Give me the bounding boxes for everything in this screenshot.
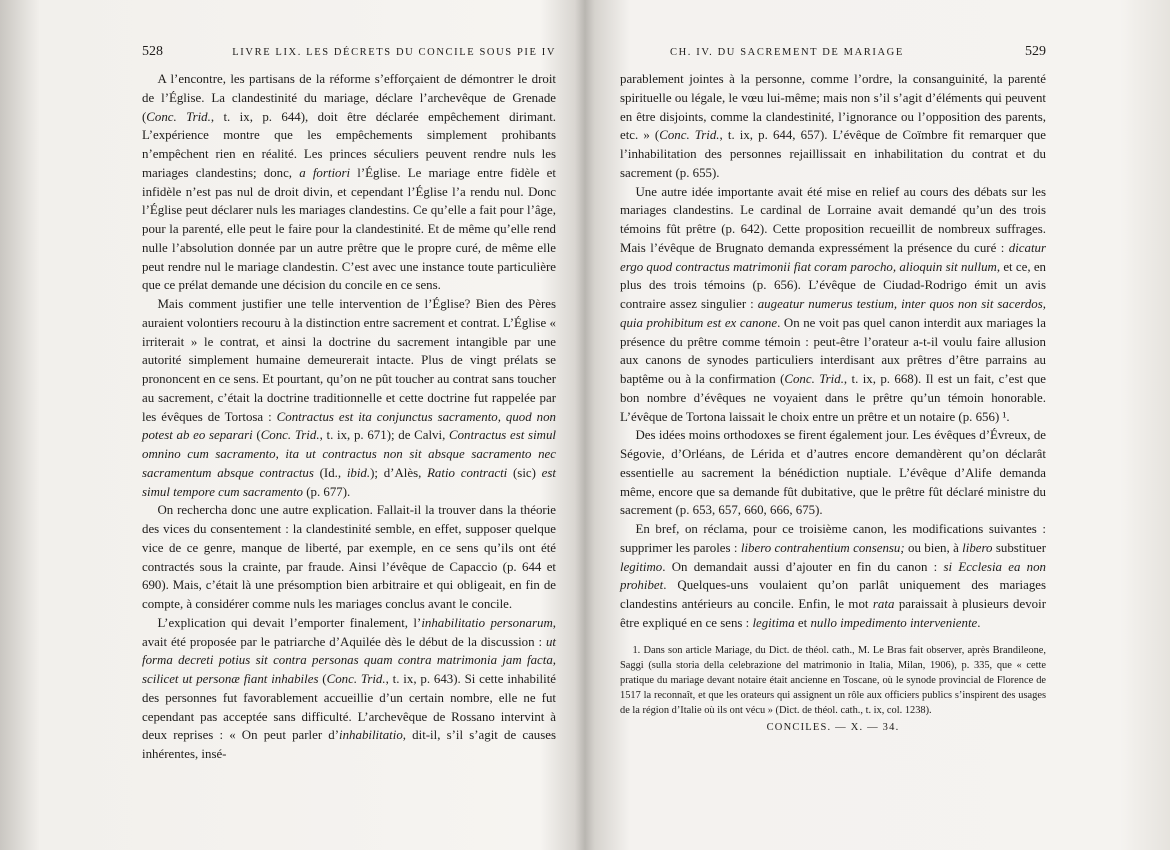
italic-run: rata xyxy=(872,597,895,611)
italic-run: Conc. Trid. xyxy=(146,109,211,124)
italic-run: Conc. Trid. xyxy=(326,672,386,686)
text-run: , M. Le Bras fait observer, après Brandileone, xyxy=(852,644,1047,656)
text-run: Mais comment justifier une telle intervention de l’Église? Bien des Pères auraient volontiers recouru à la distinction entre sacrement et contrat. L’Église « irriterait » le contrat, et ainsi la doctrine du sacrement intangible par une autorité simplement humaine demeurerait intacte. Plus de vingt prélats se prononcent en ce sens. Et pourtant, qu’on ne pût toucher au contrat sans toucher au sacrement, c’était la doctrine traditionnelle et cette doctrine fut rappelée par les évêques de Tortosa : xyxy=(142,297,556,424)
italic-run: Conc. Trid. xyxy=(659,128,720,143)
text-run: . On demandait aussi d’ajouter en fin du canon : xyxy=(662,559,944,574)
text-run: parablement jointes à la personne, comme l’ordre, la consanguinité, la parenté spirituelle ou légale, le vœu lui-même; mais non s’il s’agit d’éléments qui peuvent en être disjoints, comme la clandestinité, l’ignorance ou l’opposition des parents, etc. » ( xyxy=(620,72,1046,143)
italic-run: Contractus est simul omnino cum sacramento, ita ut contractus non sit absque sacramento nec sacramentum absque contractus xyxy=(142,428,556,480)
text-run: et xyxy=(794,615,811,630)
italic-run: Ratio contracti xyxy=(427,465,508,480)
text-run: On rechercha donc une autre explication. Fallait-il la trouver dans la théorie des vices du consentement : la clandestinité semble, en effet, supposer quelque vice de ce genre, manque de liberté, par exemple, en ce sens qu’ils ont été contractés sous la crainte, par fraude. Ainsi l’évêque de Capaccio (p. 644 et 690). Mais, c’était là une présomption bien arbitraire et qui obligeait, en fin de compte, à considérer comme nuls les mariages conclus avant le concile. xyxy=(142,503,556,611)
italic-run: libero xyxy=(962,540,993,555)
left-page xyxy=(142,44,556,764)
paragraph xyxy=(142,295,556,501)
left-running-head: LIVRE LIX. LES DÉCRETS DU CONCILE SOUS PIE IV xyxy=(232,47,556,58)
text-run: , t. ix, p. 644, 657). L’évêque de Coïmbre fit remarquer que l’inhabilitation des personnes rejaillissait en inhabilitation du contrat et du sacrement (p. 655). xyxy=(620,128,1046,180)
text-run: , t. ix, col. 1238). xyxy=(860,705,932,717)
paragraph xyxy=(142,70,556,295)
text-run: En bref, on réclama, pour ce troisième canon, les modifications suivantes : supprimer les paroles : xyxy=(620,522,1046,555)
text-run: substituer xyxy=(992,540,1046,555)
text-run: , t. ix, p. 668). Il est un fait, c’est que bon nombre d’évêques ne voyaient dans le prêtre qu’un témoin honorable. L’évêque de Tortona laissait le choix entre un prêtre et un notaire (p. 656) ¹. xyxy=(620,372,1046,424)
left-page-text xyxy=(142,70,556,764)
right-page-number: 529 xyxy=(1025,44,1046,59)
italic-run: libero contrahentium consensu; xyxy=(740,540,905,555)
right-page-header xyxy=(620,44,1046,70)
italic-run: Dict. de théol. cath. xyxy=(768,644,853,656)
italic-run: Contractus est ita conjunctus sacramento, quod non potest ab eo separari xyxy=(142,409,556,443)
italic-run: ut forma decreti potius sit contra personas quam contra matrimonia jam facta, scilicet ut personæ fiant inhabiles xyxy=(142,634,556,686)
right-page xyxy=(620,44,1046,733)
text-run: , Milan, 1906), p. 335, que « cette pratique du mariage devant notaire était ancienne en Toscane, où le synode provincial de Florence de 1517 la reconnaît, et que les orateurs qui assignent un rôle aux officiers publics s’inspirent des usages de la région d’Italie où ils ont vécu » ( xyxy=(620,659,1047,717)
footnotes xyxy=(620,643,1046,719)
left-page-header xyxy=(142,44,556,70)
text-run: paraissait à plusieurs devoir être expliqué en ce sens : xyxy=(620,597,1046,630)
text-run: 1. Dans son article xyxy=(632,644,715,656)
italic-run: est simul tempore cum sacramento xyxy=(142,465,556,499)
italic-run: ibid. xyxy=(346,465,371,480)
text-run: , t. ix, p. 644), doit être déclarée empêchement dirimant. L’expérience montre que les empêchements simplement prohibants n’empêchent rien en réalité. Les princes séculiers peuvent rendre nuls les mariages clandestins; donc, xyxy=(142,109,556,180)
right-page-text xyxy=(620,70,1046,633)
text-run: (p. 677). xyxy=(303,484,351,499)
footnote xyxy=(620,643,1046,719)
paragraph xyxy=(620,520,1046,633)
signature-mark: CONCILES. — X. — 34. xyxy=(766,721,900,733)
paragraph xyxy=(142,614,556,764)
italic-run: Conc. Trid. xyxy=(784,372,844,386)
italic-run: legitima xyxy=(752,615,795,630)
text-run: (sic) xyxy=(507,465,542,480)
left-page-number: 528 xyxy=(142,44,163,59)
text-run: , et ce, en plus des trois témoins (p. 656). L’évêque de Ciudad-Rodrigo émit un avis contraire assez singulier : xyxy=(620,259,1046,311)
text-run: , t. ix, p. 671); de Calvi, xyxy=(319,428,450,443)
text-run: A l’encontre, les partisans de la réforme s’efforçaient de démontrer le droit de l’Église. La clandestinité du mariage, déclare l’archevêque de Grenade ( xyxy=(142,72,556,124)
text-run: Une autre idée importante avait été mise en relief au cours des débats sur les mariages clandestins. Le cardinal de Lorraine avait demandé qu’un des trois témoins fût prêtre (p. 642). Cette proposition recueillit de nombreux suffrages. Mais l’évêque de Brugnato demanda expressément la présence du curé : xyxy=(620,184,1046,255)
text-run: ( xyxy=(252,428,261,443)
text-run: , t. ix, p. 643). Si cette inhabilité des personnes fut favorablement accueillie d’un certain nombre, elle ne fut cependant pas acceptée sans difficulté. L’archevêque de Rossano intervint à deux reprises : « On peut parler d’ xyxy=(142,672,557,743)
text-run: , dit-il, s’il s’agit de causes inhérentes, insé- xyxy=(142,728,556,761)
text-run: . xyxy=(977,615,981,630)
italic-run: legitimo xyxy=(620,559,663,574)
text-run: , avait été proposée par le patriarche d’Aquilée dès le début de la discussion : xyxy=(142,615,556,649)
italic-run: Mariage xyxy=(714,644,750,656)
text-run: . On ne voit pas quel canon interdit aux mariages la présence du prêtre comme témoin : peut-être l’orateur a-t-il voulu faire allusion aux canons de synodes particuliers interdisant aux prêtres d’être parrains au baptême ou à la confirmation ( xyxy=(620,315,1046,386)
paragraph xyxy=(620,70,1046,183)
text-run: ); d’Alès, xyxy=(370,465,428,480)
italic-run: inhabilitatio xyxy=(339,728,403,743)
italic-run: augeatur numerus testium, inter quos non sit sacerdos, quia prohibitum est ex canone xyxy=(620,297,1046,330)
text-run: (Id., xyxy=(313,465,347,480)
italic-run: dicatur ergo quod contractus matrimonii fiat coram parocho, alioquin sit nullum xyxy=(620,240,1046,274)
right-running-head: CH. IV. DU SACREMENT DE MARIAGE xyxy=(670,47,904,58)
text-run: Des idées moins orthodoxes se firent également jour. Les évêques d’Évreux, de Ségovie, d’Orléans, de Lérida et d’autres encore demandèrent qu’on déclarât essentielle au sacrement la bénédiction nuptiale. L’évêque d’Alife demanda même, encore que sa demande fût dubitative, que le prêtre fût déclaré ministre du sacrement (p. 653, 657, 660, 666, 675). xyxy=(620,428,1046,518)
italic-run: si Ecclesia ea non prohibet xyxy=(620,559,1046,593)
italic-run: Conc. Trid. xyxy=(260,428,320,443)
paragraph xyxy=(620,426,1046,520)
text-run: L’explication qui devait l’emporter finalement, l’ xyxy=(157,615,422,630)
text-run: ou bien, à xyxy=(904,540,963,555)
paragraph xyxy=(142,501,556,614)
italic-run: nullo impedimento interveniente xyxy=(810,615,978,630)
text-run: , du xyxy=(749,644,769,656)
text-run: ( xyxy=(318,672,327,686)
italic-run: Dict. de théol. cath. xyxy=(779,705,861,717)
text-run: l’Église. Le mariage entre fidèle et infidèle n’est pas nul de droit divin, et cependant l’Église l’a rendu nul. Donc l’Église peut déclarer nuls les mariages clandestins. Ce qu’elle a fait pour l’âge, pour la parenté, elle peut le faire pour la clandestinité. Et de même qu’elle rend nulle l’absolution donnée par un autre prêtre que le propre curé, de même elle peut rendre nul le mariage clandestin. C’est avec une instance toute particulière que ce prélat demande une décision du concile en ce sens. xyxy=(142,165,556,293)
italic-run: a fortiori xyxy=(299,165,351,180)
text-run: . Quelques-uns voulaient qu’on parlât uniquement des mariages clandestins antérieurs au concile. Enfin, le mot xyxy=(620,578,1046,611)
italic-run: inhabilitatio personarum xyxy=(421,615,553,630)
paragraph xyxy=(620,183,1046,427)
italic-run: Saggi (sulla storia della celebrazione del matrimonio in Italia xyxy=(620,659,891,671)
